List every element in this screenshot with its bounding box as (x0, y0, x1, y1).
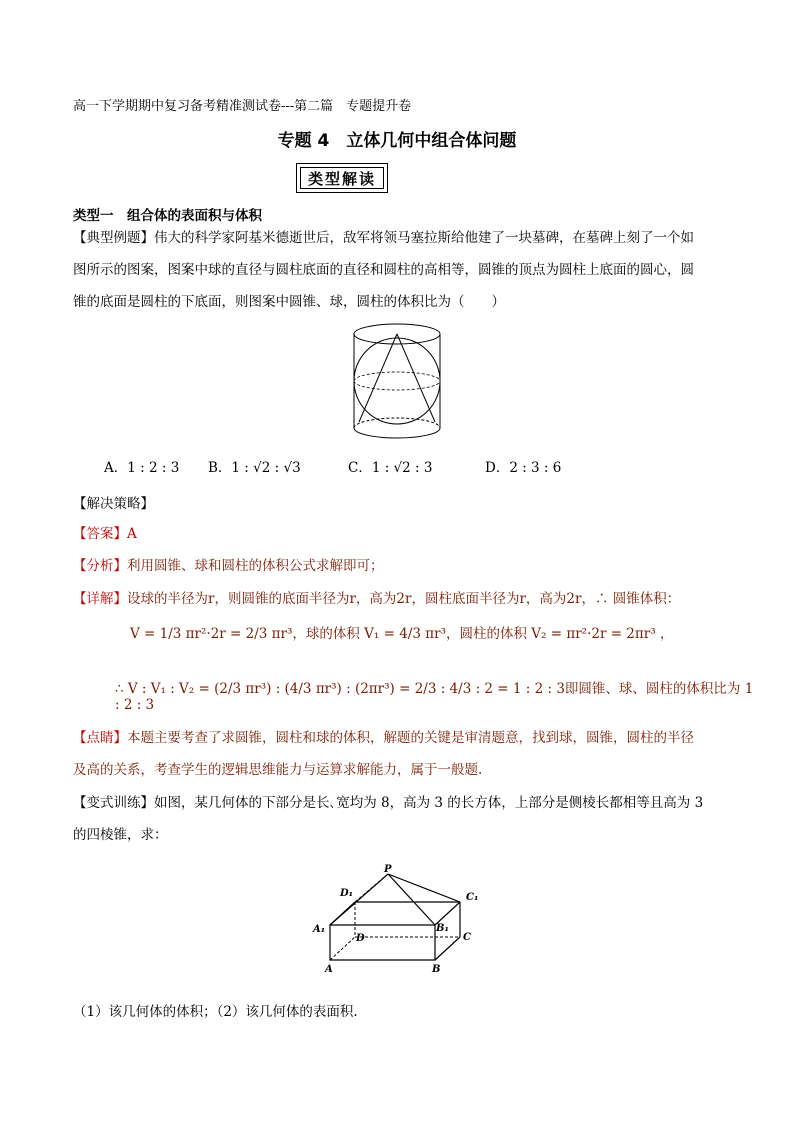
label-c1: C₁ (466, 892, 479, 903)
strategy-heading: 【解决策略】 (73, 496, 154, 512)
example-problem (73, 222, 733, 318)
comment-line-2: 及高的关系，考查学生的逻辑思维能力与运算求解能力，属于一般题. (73, 762, 483, 778)
running-header: 高一下学期期中复习备考精准测试卷---第二篇 专题提升卷 (73, 99, 412, 114)
variant-line-2: 的四棱锥，求： (73, 827, 168, 843)
comment-line-1: 本题主要考查了求圆锥，圆柱和球的体积，解题的关键是审清题意，找到球，圆锥，圆柱的半径 (127, 730, 694, 746)
label-d: D (356, 933, 365, 944)
example-line-2: 图所示的图案，图案中球的直径与圆柱底面的直径和圆柱的高相等，圆锥的顶点为圆柱上底面的圆心，圆 (73, 262, 694, 278)
comment-block (73, 722, 753, 786)
answer-tag: 【答案】 (73, 526, 127, 542)
option-d: D．2 : 3 : 6 (485, 460, 562, 476)
comment-tag: 【点睛】 (73, 730, 127, 746)
variant-block (73, 787, 753, 851)
label-a1: A₁ (313, 924, 326, 935)
option-b: B．1 : √2 : √3 (208, 460, 301, 476)
page-title: 专题 4 立体几何中组合体问题 (277, 131, 517, 151)
example-line-1: 伟大的科学家阿基米德逝世后，敌军将领马塞拉斯给他建了一块墓碑，在墓碑上刻了一个如 (154, 230, 694, 246)
detail-text: 设球的半径为r，则圆锥的底面半径为r，高为2r，圆柱底面半径为r，高为2r，∴ 圆锥体积： (127, 591, 681, 607)
label-b: B (432, 964, 441, 975)
example-line-3: 锥的底面是圆柱的下底面，则图案中圆锥、球，圆柱的体积比为（ ） (73, 294, 505, 310)
section-badge (296, 163, 388, 193)
example-tag: 【典型例题】 (73, 230, 154, 246)
detail-equation-2: ∴ V : V₁ : V₂ = (2/3 πr³) : (4/3 πr³) : (2πr³) = 2/3 : 4/3 : 2 = 1 : 2 : 3即圆锥、球、圆柱的体积比为 1 : 2 : 3 (115, 681, 754, 713)
badge-label: 类型解读 (300, 167, 384, 189)
answer-line (73, 518, 137, 550)
cylinder-sphere-cone-figure (345, 318, 455, 448)
label-d1: D₁ (340, 888, 354, 899)
section-heading: 类型一 组合体的表面积与体积 (73, 208, 262, 224)
label-a: A (325, 964, 333, 975)
questions-line: （1）该几何体的体积；（2）该几何体的表面积. (73, 1004, 358, 1020)
detail-line-1 (73, 583, 753, 615)
variant-tag: 【变式训练】 (73, 795, 154, 811)
prism-pyramid-figure (310, 862, 490, 977)
analysis-tag: 【分析】 (73, 558, 127, 574)
analysis-line (73, 550, 384, 582)
variant-line-1: 如图，某几何体的下部分是长､宽均为 8，高为 3 的长方体，上部分是侧棱长都相等且高为 3 (154, 795, 704, 811)
option-c: C．1 : √2 : 3 (348, 460, 433, 476)
answer-value: A (127, 526, 137, 542)
detail-equation-1: V = 1/3 πr²·2r = 2/3 πr³，球的体积 V₁ = 4/3 πr³，圆柱的体积 V₂ = πr²·2r = 2πr³ ， (130, 626, 674, 642)
label-p: P (384, 864, 392, 875)
analysis-text: 利用圆锥、球和圆柱的体积公式求解即可； (127, 558, 384, 574)
label-b1: B₁ (436, 923, 449, 934)
option-a: A．1 : 2 : 3 (104, 460, 180, 476)
label-c: C (463, 932, 471, 943)
detail-tag: 【详解】 (73, 591, 127, 607)
